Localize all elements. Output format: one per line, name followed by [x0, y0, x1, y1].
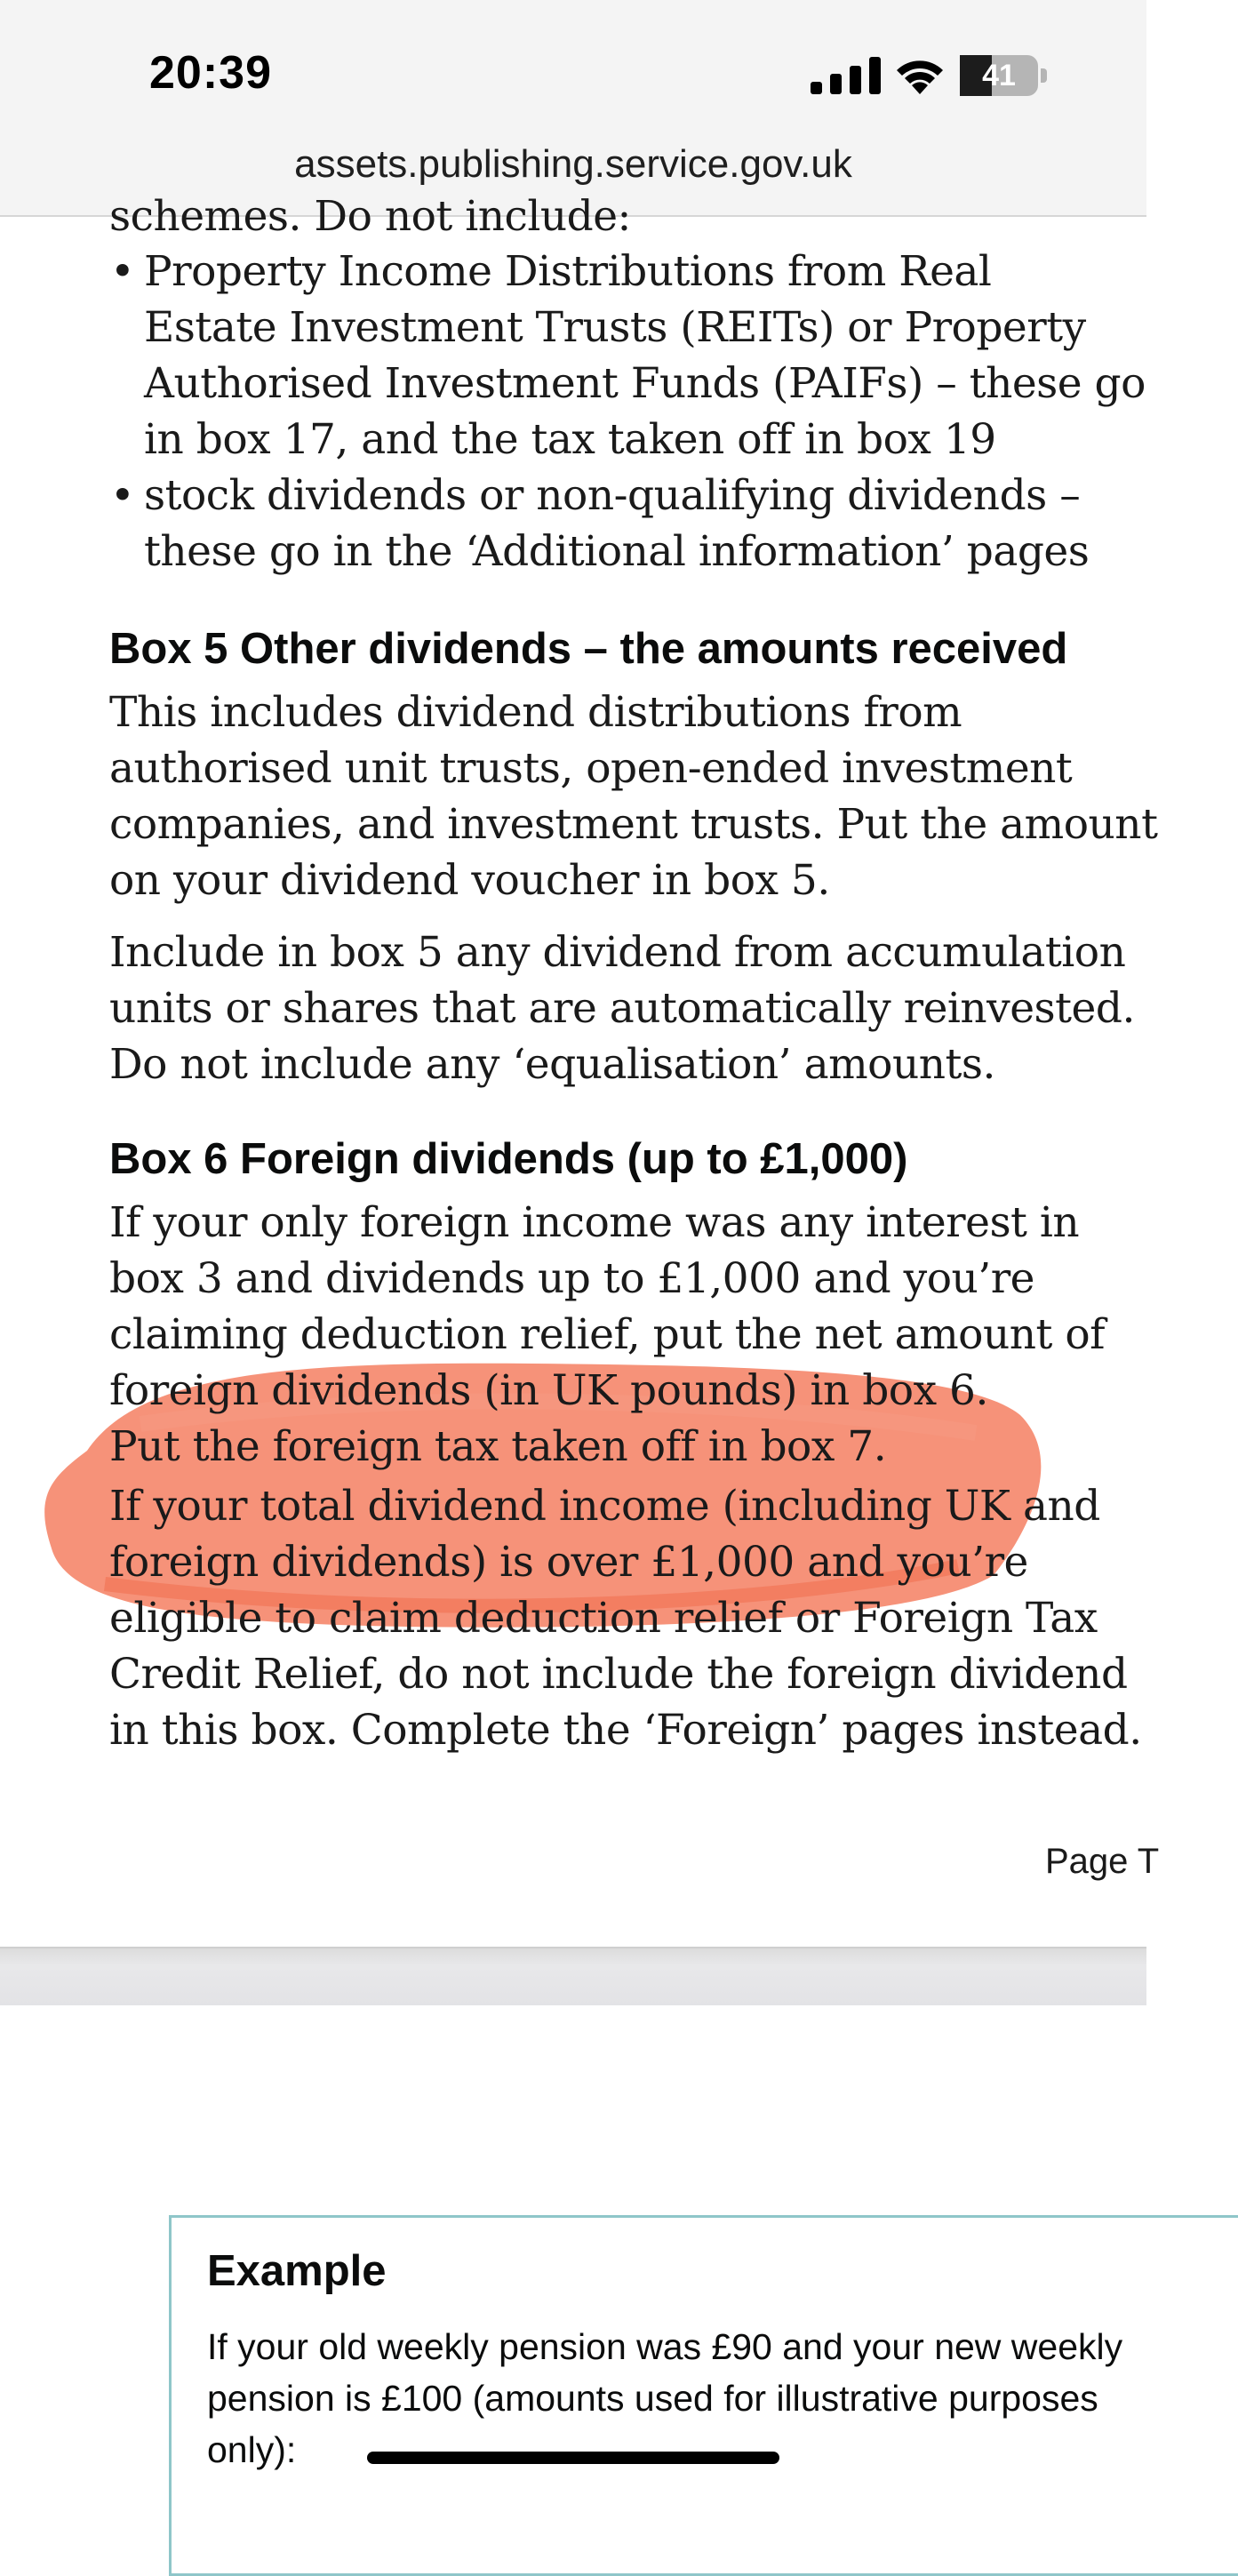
status-time: 20:39 — [149, 47, 272, 99]
bullet-2-line: these go in the ‘Additional information’ pages — [144, 527, 1090, 576]
home-indicator[interactable] — [367, 2452, 779, 2464]
box6-para1-line: claiming deduction relief, put the net amount of — [109, 1310, 1106, 1359]
box6-para1-line: If your only foreign income was any interest in — [109, 1198, 1080, 1247]
example-line: If your old weekly pension was £90 and your new weekly — [207, 2326, 1123, 2367]
bullet-2-line: stock dividends or non-qualifying dividends – — [144, 471, 1081, 520]
box5-para2-line: Include in box 5 any dividend from accumulation — [109, 928, 1126, 977]
box6-para2-line: eligible to claim deduction relief or Foreign Tax — [109, 1594, 1098, 1643]
box5-heading: Box 5 Other dividends – the amounts received — [109, 625, 1068, 673]
signal-icon — [811, 57, 883, 94]
box6-para1-line: Put the foreign tax taken off in box 7. — [109, 1422, 887, 1471]
example-line: only): — [207, 2429, 297, 2470]
battery-cap — [1041, 68, 1047, 83]
box6-para1-line: box 3 and dividends up to £1,000 and you’re — [109, 1254, 1034, 1303]
page-number-label: Page T — [1045, 1842, 1160, 1881]
wifi-icon — [894, 53, 946, 94]
box5-para2-line: Do not include any ‘equalisation’ amounts. — [109, 1040, 995, 1089]
page-separator — [0, 1947, 1146, 2007]
bullet-1-line: Authorised Investment Funds (PAIFs) – these go — [144, 359, 1146, 408]
battery-icon — [960, 55, 1049, 96]
example-callout — [169, 2215, 1238, 2576]
box5-para2-line: units or shares that are automatically reinvested. — [109, 984, 1135, 1033]
next-document-page — [0, 2005, 1146, 2485]
box6-para2-line: in this box. Complete the ‘Foreign’ pages instead. — [109, 1706, 1142, 1755]
bullet-1-line: Property Income Distributions from Real — [144, 247, 992, 296]
box5-para1-line: companies, and investment trusts. Put the amount — [109, 800, 1158, 849]
battery-level: 41 — [982, 59, 1016, 92]
bullet-marker: • — [110, 471, 135, 520]
box6-para2-line: If your total dividend income (including UK and — [109, 1482, 1100, 1531]
battery-body — [960, 55, 1038, 96]
box6-para1-line: foreign dividends (in UK pounds) in box 6. — [109, 1366, 988, 1415]
box6-heading: Box 6 Foreign dividends (up to £1,000) — [109, 1135, 908, 1183]
box6-para2-line: foreign dividends) is over £1,000 and you’re — [109, 1538, 1028, 1587]
document-page — [0, 192, 1160, 1947]
example-title: Example — [207, 2247, 387, 2295]
address-bar-url[interactable]: assets.publishing.service.gov.uk — [294, 142, 852, 186]
box5-para1-line: This includes dividend distributions from — [109, 688, 962, 737]
box5-para1-line: on your dividend voucher in box 5. — [109, 856, 830, 905]
box5-para1-line: authorised unit trusts, open-ended investment — [109, 744, 1073, 793]
bullet-marker: • — [110, 247, 135, 296]
browser-top-bar — [0, 0, 1146, 217]
bullet-1-line: in box 17, and the tax taken off in box 19 — [144, 415, 996, 464]
box6-para2-line: Credit Relief, do not include the foreign dividend — [109, 1650, 1128, 1699]
example-line: pension is £100 (amounts used for illustrative purposes — [207, 2378, 1098, 2419]
intro-tail: schemes. Do not include: — [109, 192, 631, 241]
bullet-1-line: Estate Investment Trusts (REITs) or Property — [144, 303, 1086, 352]
